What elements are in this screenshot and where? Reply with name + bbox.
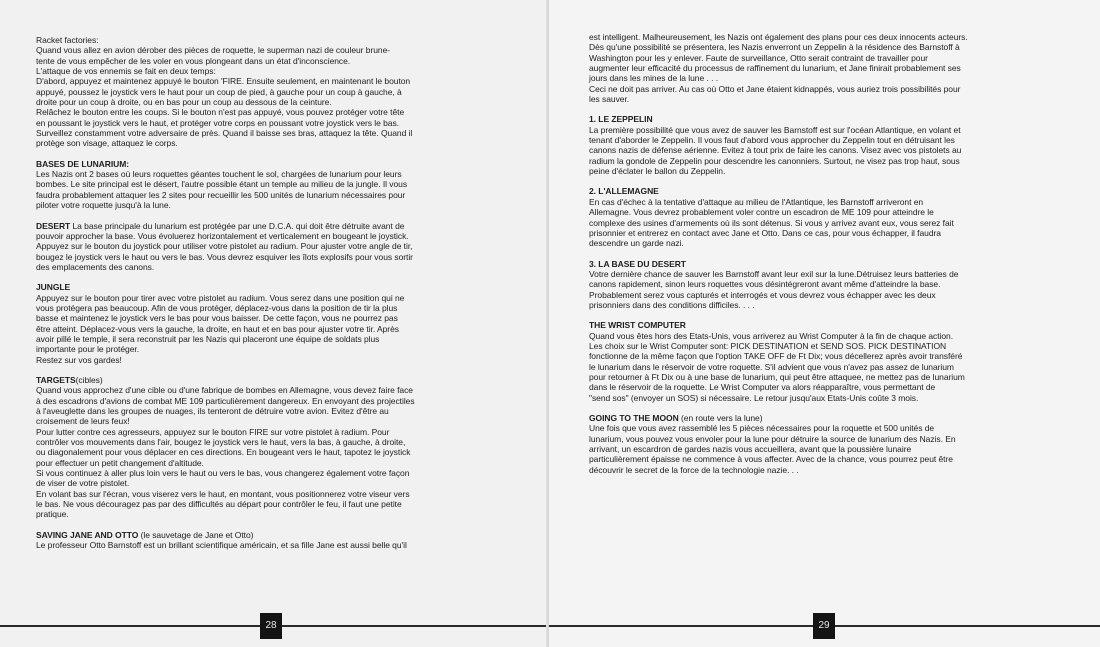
right-page (549, 0, 1100, 647)
paragraph-le-zeppelin: 1. LE ZEPPELIN La première possibilité que vous avez de sauver les Barnstoff est sur l'océan Atlantique, en volant et tenant d'aborder le Zeppelin. Il vous faut d'abord vous approcher du Zeppelin tout en détruisant les canons nazis de défense aérienne. Evitez à tout prix de faire les canons. Visez avec vos pistolets au radium la gondole de Zeppelin pour descendre les canonniers. Surtout, ne visez pas trop haut, sous peine d'éclater le ballon du Zeppelin. (589, 114, 962, 177)
paragraph-base-du-desert: 3. LA BASE DU DESERT Votre dernière chance de sauver les Barnstoff avant leur exil sur la lune.Détruisez leurs batteries de canons rapidement, sinon leurs roquettes vous désintégreront avant même d'atteindre la base. Probablement serez vous capturés et interrogés et vous devrez vous échapper avec les deux prisonniers dans des conditions difficiles. . . . (589, 258, 959, 310)
paragraph-desert: DESERT La base principale du lunarium est protégée par une D.C.A. qui doit être détruite avant de pouvoir approcher la base. Vous évoluerez horizontalement et verticalement en bougeant le joystick. Appuyez sur le bouton du joystick pour utiliser votre pistolet au radium. Pour ajuster votre angle de tir, bougez le joystick vers le haut ou vers le bas. Vous devrez esquiver les îlots explosifs pour vous sortir des emplacements des canons. (36, 220, 413, 272)
right-page-footer (549, 613, 1100, 639)
page-number: 28 (260, 613, 282, 639)
section-heading: SAVING JANE AND OTTO (36, 529, 139, 540)
paragraph-intro-continued: est intelligent. Malheureusement, les Nazis ont également des plans pour ces deux innocents acteurs. Dès qu'une possibilité se présentera, les Nazis enverront un Zeppelin à la résidence des Barnstoff à Washington pour les y enlever. Faute de surveillance, Otto serait contraint de travailler pour augmenter leur efficacité du processus de raffinement du lunarium, et Jane finirait probablement ses jours dans les mines de la lune . . . Ceci ne doit pas arriver. Au cas où Otto et Jane étaient kidnappés, vous auriez trois possibilités pour les sauver. (589, 32, 968, 105)
section-heading: THE WRIST COMPUTER (589, 320, 686, 331)
right-text-column (589, 32, 1063, 475)
paragraph-jungle: JUNGLE Appuyez sur le bouton pour tirer avec votre pistolet au radium. Vous serez dans une position qui ne vous protégera pas beaucoup. Afin de vous protéger, déplacez-vous dans la position de tir la plus basse et maintenez le joystick vers le bas pour vous baisser. De cette façon, vous ne pourrez pas être atteint. Déplacez-vous vers la gauche, la droite, en haut et en bas pour ajuster votre tir. Après avoir pillé le temple, il sera reconstruit par les Nazis qui placeront une équipe de soldats plus importante pour le protéger. Restez sur vos gardes! (36, 282, 405, 365)
page-number: 29 (813, 613, 835, 639)
paragraph-allemagne: 2. L'ALLEMAGNE En cas d'échec à la tentative d'attaque au milieu de l'Atlantique, les Barnstoff arriveront en Allemagne. Vous devrez probablement voler contre un escadron de ME 109 pour atteindre le complexe des usines d'armements où ils sont détenus. Si vous y arrivez avant eux, vous serez fait prisonnier et entrerez en contact avec Jane et Otto. Dans ce cas, pour vous échapper, il faudra descendre un garde nazi. (589, 186, 954, 249)
section-heading: GOING TO THE MOON (589, 413, 679, 423)
paragraph-wrist-computer: THE WRIST COMPUTER Quand vous êtes hors des Etats-Unis, vous arriverez au Wrist Computer à la fin de chaque action. Les choix sur le Wrist Computer sont: PICK DESTINATION et SEND SOS. PICK DESTINATION fonctionne de la même façon que l'option TAKE OFF de Ft Dix; vous décellerez après avoir transféré le lunarium dans le réservoir de votre roquette. S'il advient que vous n'avez pas assez de lunarium pour retourner à Ft Dix ou à une base de lunarium, qui peut être attaquee, ne mettez pas de lunarium dans le réservoir de la roquette. Le Wrist Computer va alors réapparaître, vous permettant de "send sos" (envoyer un SOS) si nécessaire. Le retour jusqu'aux Etats-Unis coûte 3 mois. (589, 320, 965, 403)
left-page-footer (0, 613, 549, 639)
paragraph-bases-de-lunarium: BASES DE LUNARIUM: Les Nazis ont 2 bases où leurs roquettes géantes touchent le sol, chargées de lunarium pour leurs bombes. Le site principal est le désert, l'autre possible étant un temple au milieu de la jungle. Il vous faudra probablement attaquer les 2 sites pour recueillir les 500 unités de lunarium nécessaires pour piloter votre roquette jusqu'à la lune. (36, 158, 408, 211)
section-heading: 2. L'ALLEMAGNE (589, 186, 659, 197)
paragraph-targets: TARGETS(cibles) Quand vous approchez d'une cible ou d'une fabrique de bombes en Allemagne, vous devez faire face à des escadrons d'avions de combat ME 109 particulièrement dangereux. En envoyant des projectiles à l'aveuglette dans les groupes de nuages, ils tenteront de détruire votre avion. Evitez d'être au croisement de leurs feux! Pour lutter contre ces agresseurs, appuyez sur le bouton FIRE sur votre pistolet à radium. Pour contrôler vos mouvements dans l'air, bougez le joystick vers le haut, vers la bas, à gauche, à droite, ou diagonalement pour vous déplacer en ces directions. En bougeant vers le haut, tapotez le joystick pour effectuer un petit changement d'altitude. Si vous continuez à aller plus loin vers le haut ou vers le bas, vous changerez également votre façon de viser de votre pistolet. En volant bas sur l'écran, vous viserez vers le haut, en montant, vous positionnerez votre viseur vers le bas. Ne vous découragez pas par des difficultés au départ pour contrôler le feu, il faut une petite pratique. (36, 374, 415, 520)
paragraph-saving-jane-and-otto: SAVING JANE AND OTTO (le sauvetage de Jane et Otto) Le professeur Otto Barnstoff est un brillant scientifique américain, et sa fille Jane est aussi belle qu'il (36, 529, 407, 551)
paragraph-racket-factories: Racket factories: Quand vous allez en avion dérober des pièces de roquette, le superman nazi de couleur brune- tente de vous empêcher de les voler en vous plongeant dans un état d'inconscience. L'attaque de vos ennemis se fait en deux temps: D'abord, appuyez et maintenez appuyé le bouton 'FIRE. Ensuite seulement, en maintenant le bouton appuyé, poussez le joystick vers le haut pour un coup de pied, à gauche pour un coup à gauche, à droite pour un coup à droite, ou en bas pour un coup au dessous de la ceinture. Relâchez le bouton entre les coups. Si le bouton n'est pas appuyé, vous pouvez protéger votre tête en poussant le joystick vers le haut, et protéger votre corps en poussant votre joystick vers le bas. Surveillez constamment votre adversaire de près. Quand il baisse ses bras, attaquez la tête. Quand il protège son visage, attaquez le corps. (36, 35, 413, 149)
section-heading: DESERT (36, 220, 71, 231)
paragraph-going-to-the-moon: GOING TO THE MOON (en route vers la lune) Une fois que vous avez rassemblé les 5 pièces nécessaires pour la roquette et 500 unités de lunarium, vous pouvez vous envoler pour la lune pour détruire la source de lunarium des Nazis. En arrivant, un escardron de gardes nazis vous accueillera, avant que la poussière lunaire particulièrement épaisse ne commence à vous affecter. Avec de la chance, vous pourrez peut être découvrir le secret de la force de la technologie nazie. . . (589, 413, 956, 475)
section-heading: TARGETS (36, 374, 76, 385)
section-heading: JUNGLE (36, 282, 71, 293)
section-heading: 3. LA BASE DU DESERT (589, 258, 686, 269)
section-heading: 1. LE ZEPPELIN (589, 114, 653, 125)
section-heading: BASES DE LUNARIUM: (36, 158, 130, 169)
left-page (0, 0, 549, 647)
left-text-column (36, 35, 512, 550)
